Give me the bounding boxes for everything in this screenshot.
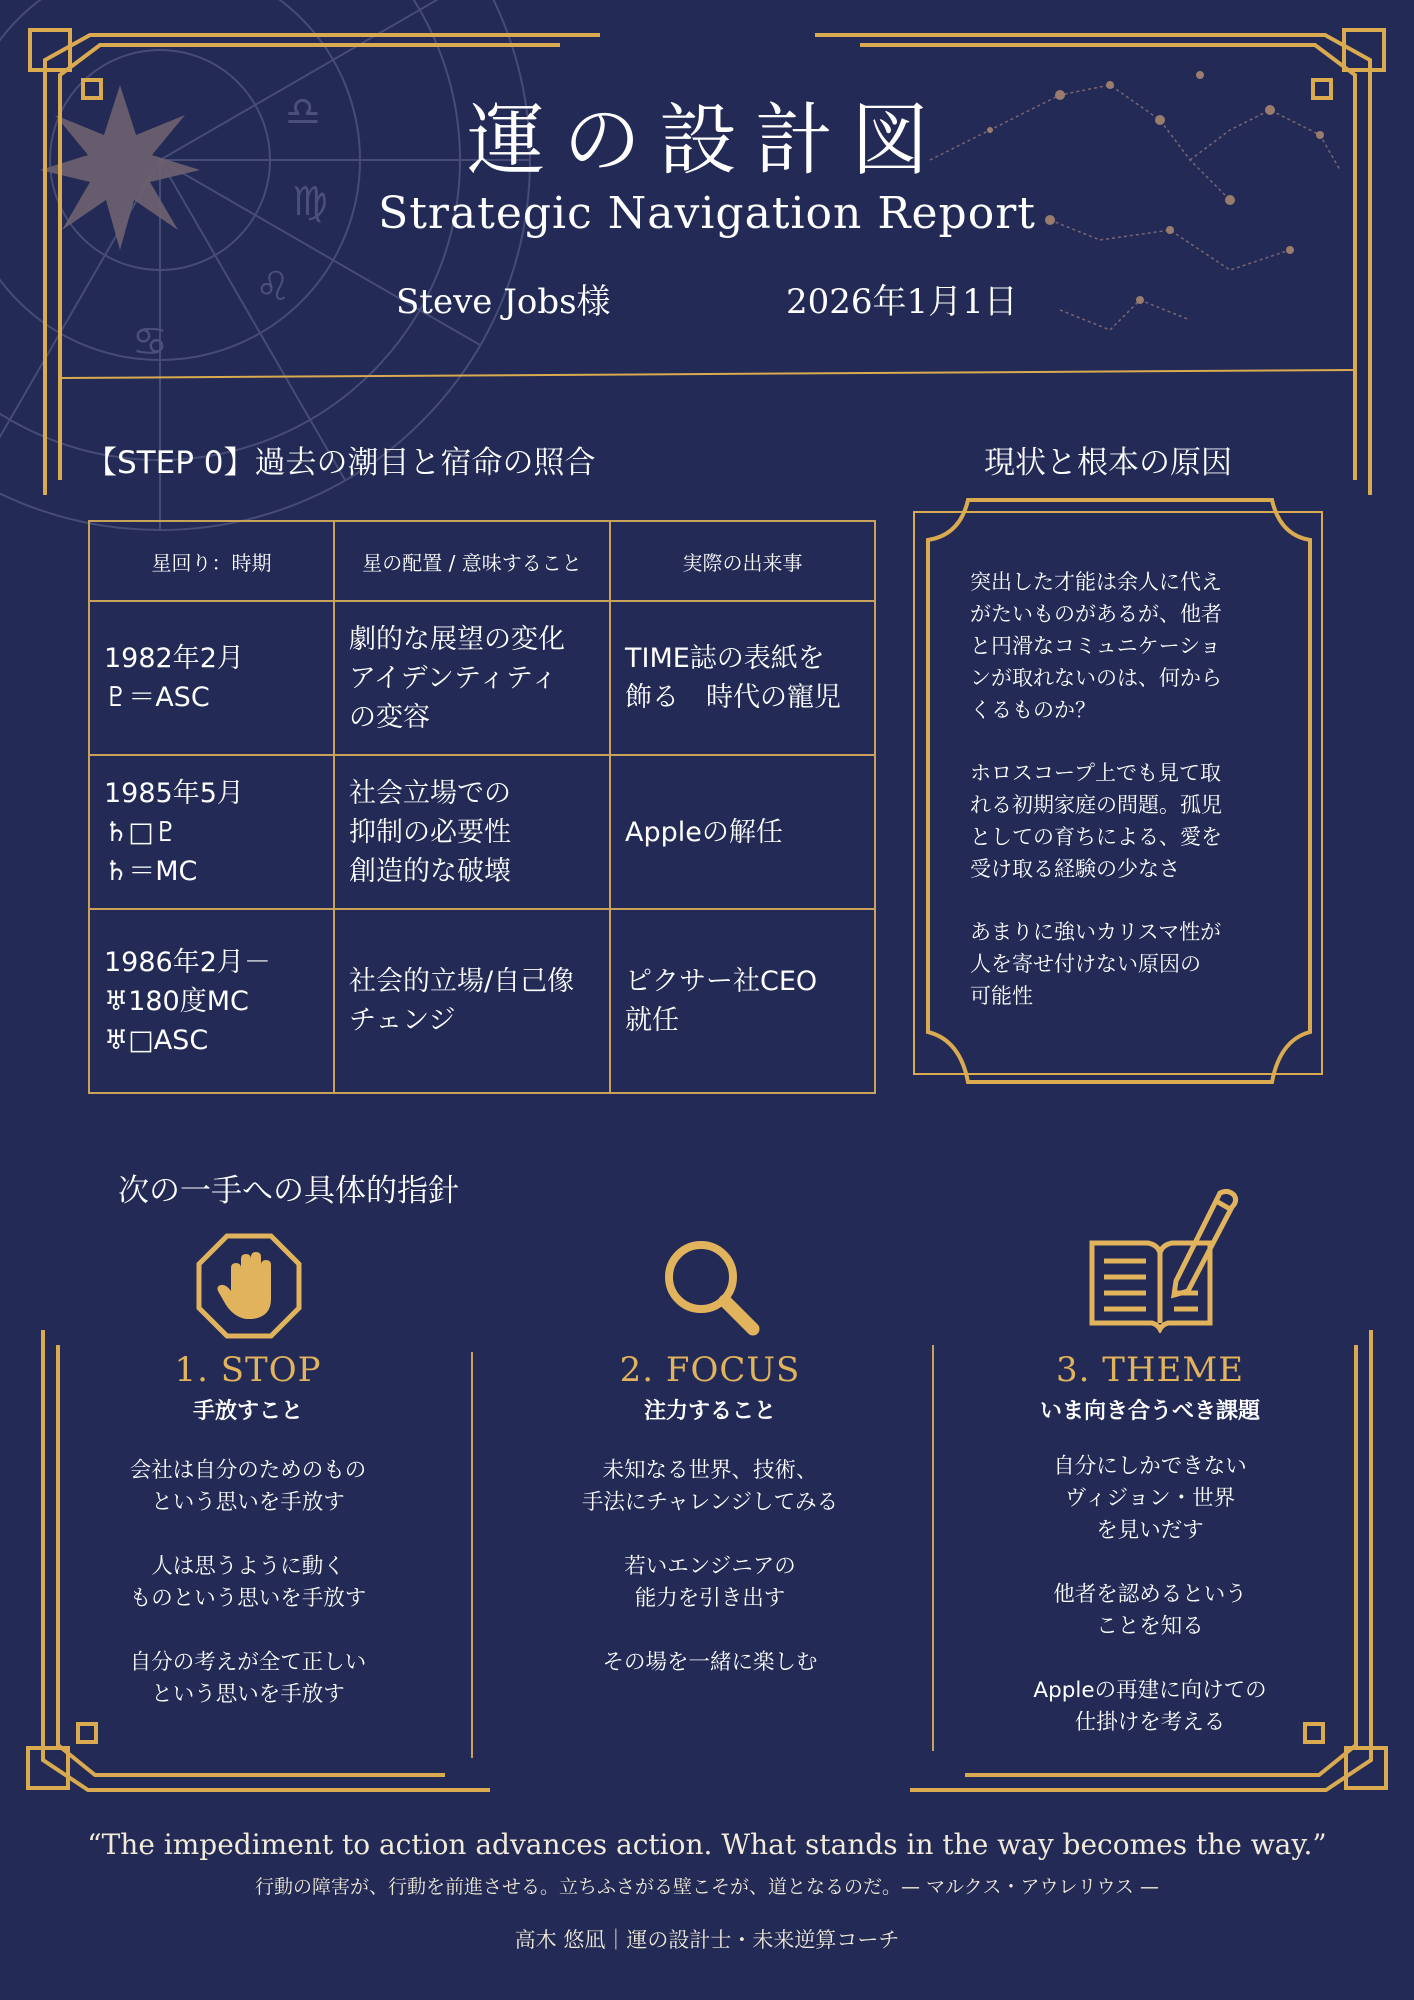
svg-text:♎: ♎ bbox=[285, 89, 321, 135]
guide-heading: 次の一手への具体的指針 bbox=[118, 1173, 459, 1209]
period-cell: 1986年2月－ ♅180度MC ♅□ASC bbox=[89, 909, 334, 1093]
table-row bbox=[89, 601, 875, 755]
table-row bbox=[89, 909, 875, 1093]
magnifier-icon bbox=[657, 1233, 763, 1339]
focus-items bbox=[530, 1455, 890, 1679]
cause-text bbox=[970, 566, 1270, 1043]
table-row bbox=[89, 755, 875, 909]
list-item: その場を一緒に楽しむ bbox=[602, 1650, 818, 1675]
stop-subtitle: 手放すこと bbox=[192, 1399, 303, 1424]
table-header-row bbox=[89, 521, 875, 601]
svg-text:♍: ♍ bbox=[292, 179, 328, 225]
list-item: 自分にしかできない ヴィジョン・世界 を見いだす bbox=[1053, 1454, 1247, 1543]
step0-heading: 【STEP 0】過去の潮目と宿命の照合 bbox=[86, 445, 596, 481]
stop-hand-icon bbox=[196, 1233, 302, 1339]
quote-english: “The impediment to action advances action. What stands in the way becomes the way.” bbox=[87, 1828, 1327, 1861]
list-item: 会社は自分のためのもの という思いを手放す bbox=[129, 1458, 367, 1515]
list-item: 若いエンジニアの 能力を引き出す bbox=[624, 1554, 796, 1611]
quote-japanese: 行動の障害が、行動を前進させる。立ちふさがる壁こそが、道となるのだ。— マルクス・アウレリウス — bbox=[255, 1876, 1159, 1898]
page-title: 運の設計図 bbox=[466, 96, 947, 186]
event-cell: Appleの解任 bbox=[610, 755, 875, 909]
theme-column bbox=[970, 1350, 1330, 1771]
stop-title: 1. STOP bbox=[174, 1350, 322, 1390]
list-item: 未知なる世界、技術、 手法にチャレンジしてみる bbox=[581, 1458, 839, 1515]
report-date: 2026年1月1日 bbox=[786, 282, 1018, 322]
meaning-cell: 社会的立場/自己像 チェンジ bbox=[334, 909, 610, 1093]
cause-heading: 現状と根本の原因 bbox=[984, 445, 1232, 481]
event-cell: TIME誌の表紙を 飾る 時代の寵児 bbox=[610, 601, 875, 755]
svg-text:♌: ♌ bbox=[255, 264, 291, 310]
theme-items bbox=[970, 1451, 1330, 1739]
stop-column bbox=[68, 1350, 428, 1743]
stop-items bbox=[68, 1455, 428, 1711]
cause-paragraph: ホロスコープ上でも見て取 れる初期家庭の問題。孤児 としての育ちによる、愛を 受け取る経験の少なさ bbox=[970, 761, 1222, 881]
cause-paragraph: あまりに強いカリスマ性が 人を寄せ付けない原因の 可能性 bbox=[970, 920, 1222, 1008]
list-item: Appleの再建に向けての 仕掛けを考える bbox=[1033, 1678, 1267, 1735]
book-pen-icon bbox=[1088, 1183, 1244, 1333]
column-divider bbox=[471, 1352, 473, 1758]
column-header-period: 星回り：時期 bbox=[89, 521, 334, 601]
column-divider bbox=[932, 1345, 934, 1751]
focus-title: 2. FOCUS bbox=[619, 1350, 801, 1390]
list-item: 人は思うように動く ものという思いを手放す bbox=[129, 1554, 367, 1611]
column-header-event: 実際の出来事 bbox=[610, 521, 875, 601]
author-credit: 高木 悠凪｜運の設計士・未来逆算コーチ bbox=[514, 1928, 900, 1952]
meaning-cell: 劇的な展望の変化 アイデンティティ の変容 bbox=[334, 601, 610, 755]
theme-subtitle: いま向き合うべき課題 bbox=[1039, 1399, 1260, 1424]
period-cell: 1985年5月 ♄□♇ ♄＝MC bbox=[89, 755, 334, 909]
meaning-cell: 社会立場での 抑制の必要性 創造的な破壊 bbox=[334, 755, 610, 909]
period-cell: 1982年2月 ♇＝ASC bbox=[89, 601, 334, 755]
theme-title: 3. THEME bbox=[1055, 1350, 1245, 1390]
column-header-meaning: 星の配置 / 意味すること bbox=[334, 521, 610, 601]
client-name: Steve Jobs様 bbox=[396, 282, 611, 322]
list-item: 自分の考えが全て正しい という思いを手放す bbox=[129, 1650, 367, 1707]
list-item: 他者を認めるという ことを知る bbox=[1053, 1582, 1247, 1639]
page-subtitle: Strategic Navigation Report bbox=[378, 188, 1036, 239]
focus-subtitle: 注力すること bbox=[643, 1399, 776, 1424]
events-table bbox=[88, 520, 876, 1094]
svg-text:♋: ♋ bbox=[132, 319, 168, 365]
focus-column bbox=[530, 1350, 890, 1711]
cause-paragraph: 突出した才能は余人に代え がたいものがあるが、他者 と円滑なコミュニケーショ ンが取れないのは、何から くるものか？ bbox=[970, 570, 1222, 722]
event-cell: ピクサー社CEO 就任 bbox=[610, 909, 875, 1093]
